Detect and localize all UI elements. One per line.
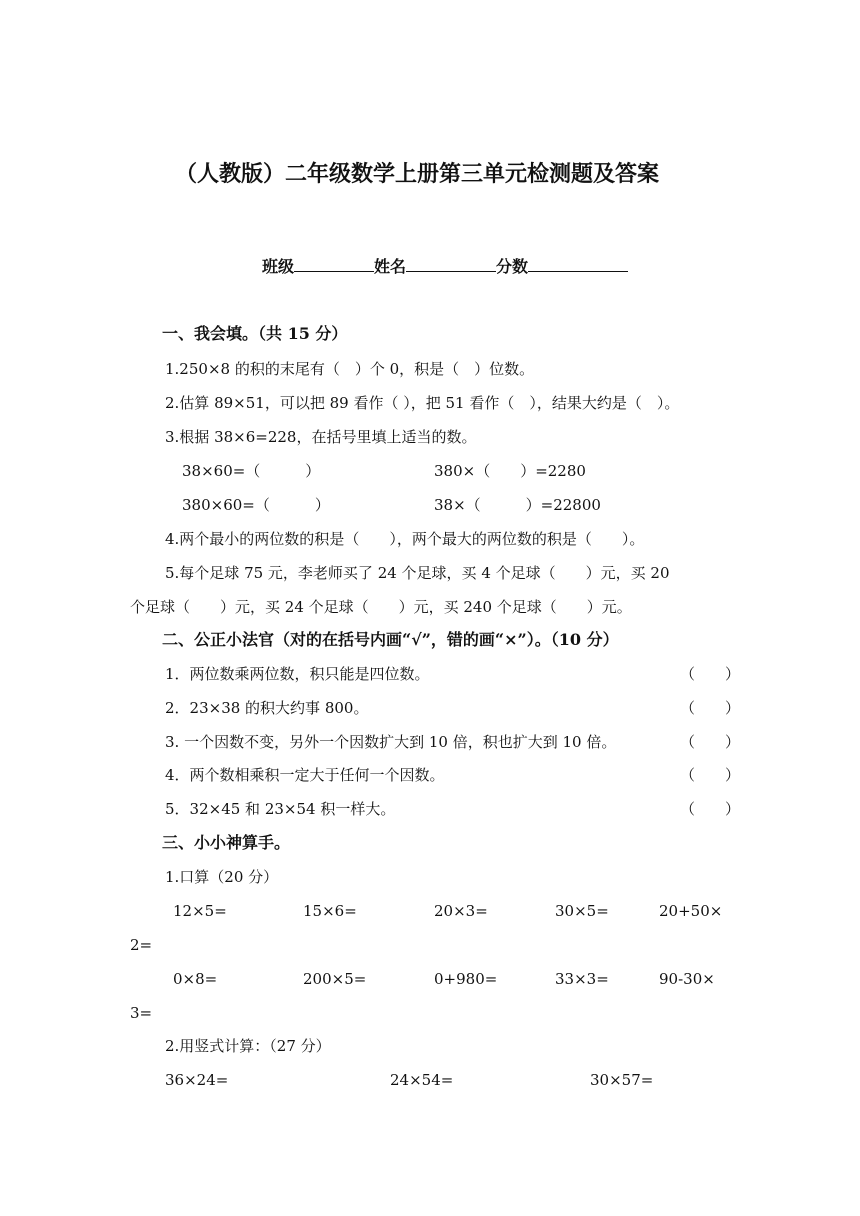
- s1-question-3a: 38×60=（ ）: [182, 462, 321, 480]
- oral-item: 0×8=: [173, 970, 218, 988]
- score-label: 分数: [496, 257, 529, 276]
- class-label: 班级: [262, 257, 295, 276]
- page-title: （人教版）二年级数学上册第三单元检测题及答案: [175, 161, 660, 187]
- oral-item: 0+980=: [434, 970, 498, 988]
- class-blank[interactable]: [294, 253, 374, 272]
- s1-question-1: 1.250×8 的积的末尾有（ ）个 0，积是（ ）位数。: [165, 360, 535, 378]
- oral-item-wrap: 2=: [130, 936, 153, 954]
- student-info-line: [262, 253, 628, 277]
- oral-item: 15×6=: [303, 902, 357, 920]
- s2-item-2-bracket[interactable]: （ ）: [680, 699, 741, 717]
- s1-question-3d: 38×（ ）=22800: [434, 496, 601, 514]
- s2-item-2: 2．23×38 的积大约事 800。: [165, 699, 369, 717]
- vertical-item: 24×54=: [390, 1071, 454, 1089]
- s1-question-3c: 380×60=（ ）: [182, 496, 330, 514]
- s2-item-4-bracket[interactable]: （ ）: [680, 766, 741, 784]
- s2-item-1-bracket[interactable]: （ ）: [680, 665, 741, 683]
- s2-item-3-bracket[interactable]: （ ）: [680, 733, 741, 751]
- name-blank[interactable]: [406, 253, 496, 272]
- oral-item: 33×3=: [555, 970, 609, 988]
- oral-calc-title: 1.口算（20 分）: [165, 868, 279, 886]
- oral-item: 30×5=: [555, 902, 609, 920]
- vertical-calc-title: 2.用竖式计算：（27 分）: [165, 1037, 331, 1055]
- section-2-heading: 二、公正小法官（对的在括号内画“√”，错的画“×”）。（10 分）: [162, 630, 619, 649]
- s1-question-5-line2: 个足球（ ）元，买 24 个足球（ ）元，买 240 个足球（ ）元。: [130, 598, 632, 616]
- s2-item-3: 3. 一个因数不变，另外一个因数扩大到 10 倍，积也扩大到 10 倍。: [165, 733, 617, 751]
- s2-item-1: 1．两位数乘两位数，积只能是四位数。: [165, 665, 430, 683]
- s1-question-4: 4.两个最小的两位数的积是（ ），两个最大的两位数的积是（ ）。: [165, 530, 645, 548]
- section-3-heading: 三、小小神算手。: [162, 833, 291, 852]
- s1-question-5-line1: 5.每个足球 75 元，李老师买了 24 个足球，买 4 个足球（ ）元，买 20: [165, 564, 670, 582]
- section-1-heading: 一、我会填。（共 15 分）: [162, 324, 348, 343]
- oral-item: 20+50×: [659, 902, 723, 920]
- s2-item-5-bracket[interactable]: （ ）: [680, 800, 741, 818]
- s1-question-2: 2.估算 89×51，可以把 89 看作（ ），把 51 看作（ ），结果大约是（ ）。: [165, 394, 680, 412]
- oral-item: 20×3=: [434, 902, 488, 920]
- s2-item-5: 5．32×45 和 23×54 积一样大。: [165, 800, 396, 818]
- oral-item: 200×5=: [303, 970, 367, 988]
- s2-item-4: 4．两个数相乘积一定大于任何一个因数。: [165, 766, 445, 784]
- oral-item: 12×5=: [173, 902, 227, 920]
- name-label: 姓名: [374, 257, 407, 276]
- vertical-item: 36×24=: [165, 1071, 229, 1089]
- score-blank[interactable]: [528, 253, 628, 272]
- oral-item: 90-30×: [659, 970, 715, 988]
- s1-question-3b: 380×（ ）=2280: [434, 462, 586, 480]
- s1-question-3: 3.根据 38×6=228，在括号里填上适当的数。: [165, 428, 477, 446]
- oral-item-wrap: 3=: [130, 1004, 153, 1022]
- vertical-item: 30×57=: [590, 1071, 654, 1089]
